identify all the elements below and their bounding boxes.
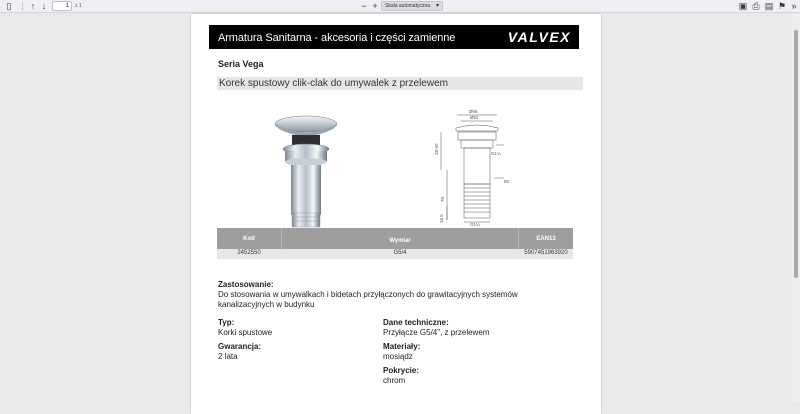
chevron-down-icon: ▾ xyxy=(435,3,439,9)
coating-label: Pokrycie: xyxy=(383,366,420,375)
scrollbar-thumb[interactable] xyxy=(794,30,798,278)
cell-kod: 2452550 xyxy=(237,250,261,256)
application-text-line-1: Do stosowania w umywalkach i bidetach przyłączonych do grawitacyjnych systemów xyxy=(218,290,518,299)
header-kod: Kod xyxy=(243,236,255,242)
presentation-mode-icon[interactable]: ▣ xyxy=(738,1,748,11)
right-spec-column xyxy=(383,318,489,390)
technical-data-label: Dane techniczne: xyxy=(383,318,449,327)
series-title: Seria Vega xyxy=(218,59,264,69)
drawing-label-height-body: 70 xyxy=(440,196,445,202)
zoom-select[interactable] xyxy=(381,1,443,11)
print-icon[interactable]: ⎙ xyxy=(752,1,760,11)
vertical-scrollbar[interactable] xyxy=(792,14,800,402)
header-banner xyxy=(209,25,579,49)
warranty-label: Gwarancja: xyxy=(218,342,262,351)
drawing-label-diameter-66: Ø66 xyxy=(469,109,478,114)
zoom-in-icon[interactable]: + xyxy=(372,1,378,11)
materials-value: mosiądz xyxy=(383,352,413,361)
coating-value: chrom xyxy=(383,376,406,385)
cell-wymiar: G5/4 xyxy=(393,250,407,256)
drawing-label-thread-top: G1¼ xyxy=(491,151,501,156)
pdf-toolbar xyxy=(0,0,800,13)
table-row xyxy=(217,249,573,259)
application-section xyxy=(218,280,558,310)
drawing-label-bottom-height: 18,5 xyxy=(439,214,444,223)
drawing-label-height-range: 18-50 xyxy=(434,143,439,155)
product-title-bar xyxy=(217,77,583,90)
sidebar-toggle-icon[interactable]: ▯ xyxy=(6,1,12,11)
type-label: Typ: xyxy=(218,318,235,327)
product-photo xyxy=(261,109,351,234)
application-label: Zastosowanie: xyxy=(218,280,274,289)
toolbar-separator xyxy=(22,2,23,11)
previous-page-icon[interactable]: ↑ xyxy=(30,1,36,11)
technical-data-value: Przyłącze G5/4", z przelewem xyxy=(383,328,490,337)
tools-menu-icon[interactable]: » xyxy=(791,1,797,11)
table-header xyxy=(217,228,573,249)
drawing-label-diameter-52: Ø52 xyxy=(470,115,479,120)
header-ean13: EAN13 xyxy=(536,236,556,242)
save-icon[interactable]: ▤ xyxy=(764,1,774,11)
bookmark-icon[interactable]: ⚑ xyxy=(777,1,787,11)
header-wymiar: Wymiar xyxy=(389,238,411,244)
product-table xyxy=(217,228,573,259)
pdf-page xyxy=(191,14,601,414)
next-page-icon[interactable]: ↓ xyxy=(41,1,47,11)
drawing-label-width: 50 xyxy=(504,179,510,184)
zoom-select-label: Skala automatyczna xyxy=(385,3,431,9)
banner-title: Armatura Sanitarna - akcesoria i części zamienne xyxy=(218,32,456,44)
technical-drawing xyxy=(434,108,534,226)
cell-ean: 5907451963920 xyxy=(524,250,568,256)
drawing-label-thread-bottom: G1¼ xyxy=(470,222,480,226)
application-text-line-2: kanalizacyjnych w budynku xyxy=(218,300,315,309)
product-title: Korek spustowy clik-clak do umywalek z przelewem xyxy=(219,78,448,89)
left-spec-column xyxy=(218,318,272,366)
materials-label: Materiały: xyxy=(383,342,421,351)
page-number-input[interactable]: 1 xyxy=(52,1,72,11)
warranty-value: 2 lata xyxy=(218,352,238,361)
page-total: z 1 xyxy=(75,3,82,9)
brand-logo: VALVEX xyxy=(507,29,571,45)
zoom-out-icon[interactable]: − xyxy=(361,1,367,11)
type-value: Korki spustowe xyxy=(218,328,273,337)
